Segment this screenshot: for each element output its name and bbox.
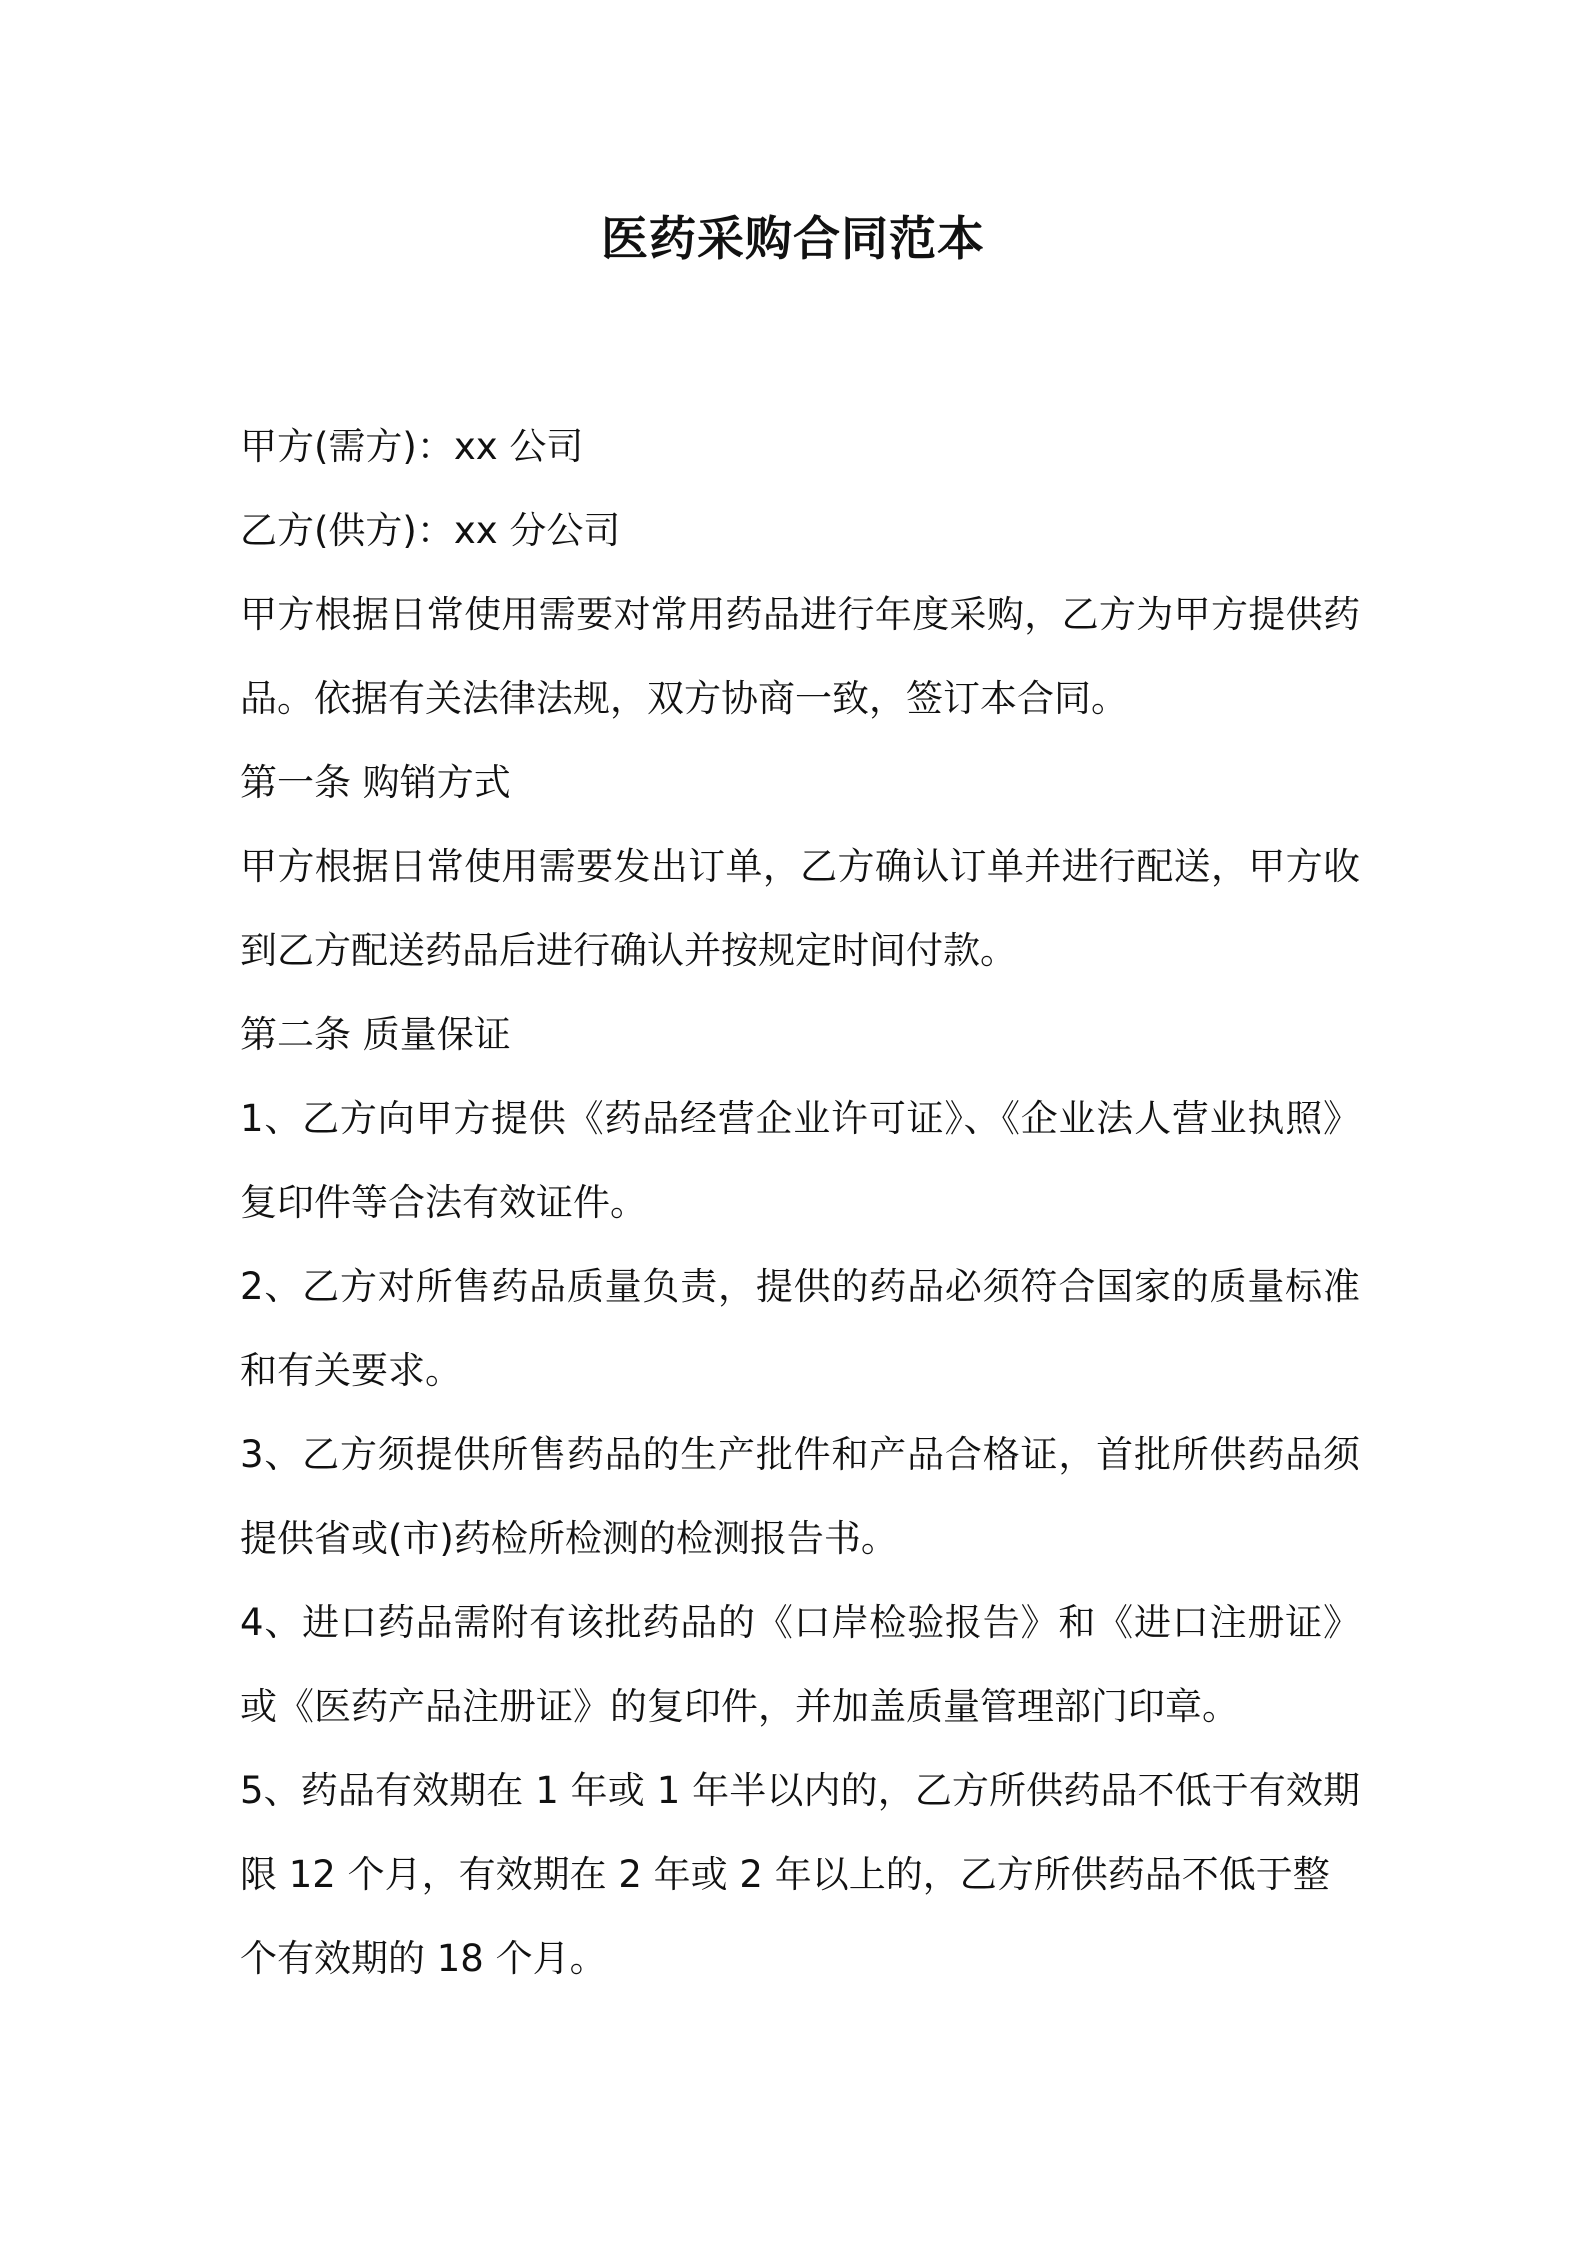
document-title: 医药采购合同范本 bbox=[601, 212, 985, 267]
document-line: 限 12 个月，有效期在 2 年或 2 年以上的，乙方所供药品不低于整 bbox=[240, 1853, 1330, 1896]
document-line: 乙方(供方)：xx 分公司 bbox=[240, 509, 621, 552]
document-line: 到乙方配送药品后进行确认并按规定时间付款。 bbox=[240, 929, 1017, 972]
document-line: 甲方根据日常使用需要对常用药品进行年度采购，乙方为甲方提供药 bbox=[240, 593, 1360, 636]
document-line: 第二条 质量保证 bbox=[240, 1013, 511, 1056]
document-line: 4、进口药品需附有该批药品的《口岸检验报告》和《进口注册证》 bbox=[240, 1601, 1360, 1644]
document-line: 第一条 购销方式 bbox=[240, 761, 511, 804]
document-line: 3、乙方须提供所售药品的生产批件和产品合格证，首批所供药品须 bbox=[240, 1433, 1360, 1476]
document-line: 甲方(需方)：xx 公司 bbox=[240, 425, 584, 468]
document-line: 或《医药产品注册证》的复印件，并加盖质量管理部门印章。 bbox=[240, 1685, 1239, 1728]
document-line: 提供省或(市)药检所检测的检测报告书。 bbox=[240, 1517, 898, 1560]
document-line: 个有效期的 18 个月。 bbox=[240, 1937, 607, 1980]
document-line: 和有关要求。 bbox=[240, 1349, 462, 1392]
document-line: 甲方根据日常使用需要发出订单，乙方确认订单并进行配送，甲方收 bbox=[240, 845, 1360, 888]
document-line: 品。依据有关法律法规，双方协商一致，签订本合同。 bbox=[240, 677, 1128, 720]
document-line: 5、药品有效期在 1 年或 1 年半以内的，乙方所供药品不低于有效期 bbox=[240, 1769, 1360, 1812]
document-body bbox=[240, 405, 1360, 2001]
document-line: 2、乙方对所售药品质量负责，提供的药品必须符合国家的质量标准 bbox=[240, 1265, 1360, 1308]
document-line: 复印件等合法有效证件。 bbox=[240, 1181, 647, 1224]
document-line: 1、乙方向甲方提供《药品经营企业许可证》、《企业法人营业执照》 bbox=[240, 1097, 1360, 1140]
